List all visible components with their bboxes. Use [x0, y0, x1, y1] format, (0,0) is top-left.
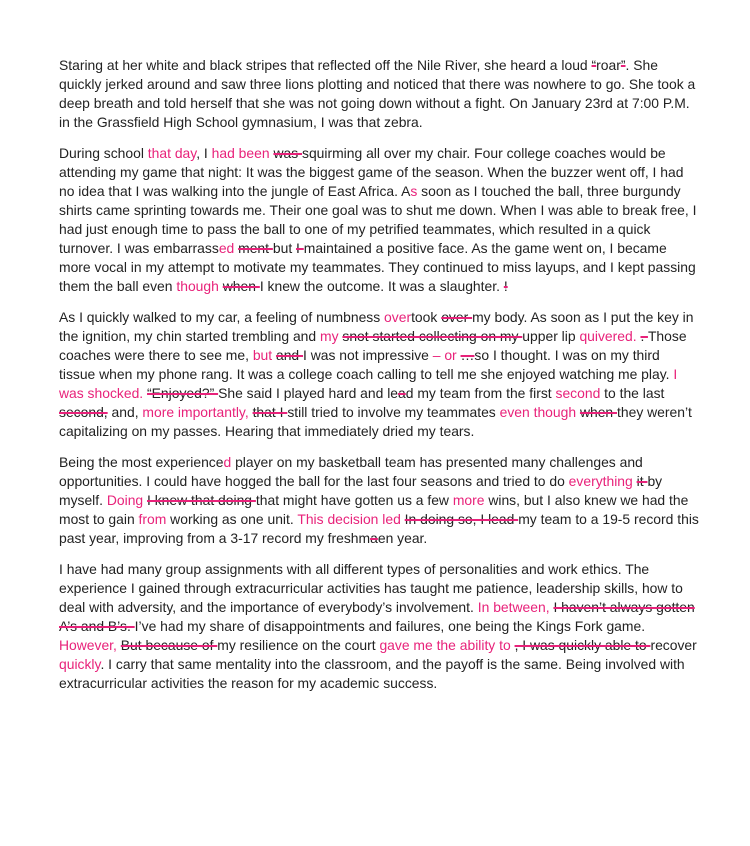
insertion-text: ed — [218, 240, 235, 256]
insertion-text: second — [555, 385, 601, 401]
insertion-text: my — [320, 328, 339, 344]
body-text: Being the most experience — [59, 454, 224, 470]
document-body — [59, 56, 699, 705]
insertion-text: had been — [211, 145, 270, 161]
paragraph-aftermath — [59, 308, 699, 441]
deletion-text: In doing so, I lead — [404, 511, 519, 527]
body-text: Those coaches were there to see me, — [59, 328, 687, 363]
deletion-text: over — [441, 309, 473, 325]
body-text: still tried to involve my teammates — [287, 404, 500, 420]
deletion-text: that I — [252, 404, 288, 420]
insertion-text: This decision led — [297, 511, 401, 527]
body-text: I was not impressive — [303, 347, 433, 363]
insertion-text: though — [176, 278, 219, 294]
deletion-text: I — [296, 240, 304, 256]
body-text: my body. As soon as I put the key in the ignition, — [59, 309, 694, 344]
deletion-text: it — [636, 473, 648, 489]
body-text: I knew the outcome. It was a slaughter. — [259, 278, 504, 294]
body-text: She said I played hard and le — [218, 385, 399, 401]
deletion-text: “ — [591, 57, 597, 73]
body-text: en year. — [377, 530, 428, 546]
insertion-text: more — [452, 492, 485, 508]
deletion-text: . — [640, 328, 648, 344]
insertion-text: even though — [499, 404, 577, 420]
body-text: they weren’t capitalizing on my passes. Hearing that immediately dried my tears. — [59, 404, 692, 439]
body-text: , I — [196, 145, 212, 161]
body-text: d my team from the first — [405, 385, 556, 401]
body-text: upper lip — [522, 328, 580, 344]
deletion-text: when — [222, 278, 260, 294]
deletion-text: and — [275, 347, 304, 363]
insertion-text: quivered. — [579, 328, 637, 344]
body-text: roar — [596, 57, 621, 73]
body-text: wins, but I also knew we had the most to gain — [59, 492, 689, 527]
deletion-text: a — [370, 530, 378, 546]
deletion-text: I haven’t always gotten A’s and B’s. — [59, 599, 695, 634]
body-text: took — [411, 309, 442, 325]
body-text: player on my basketball team has presented many challenges and opportunities. I could have hogged the ball for the last four seasons and tried to do — [59, 454, 643, 489]
insertion-text: quickly — [59, 656, 101, 672]
insertion-text: gave me the ability to — [379, 637, 511, 653]
deletion-text: snot started collecting on my — [342, 328, 523, 344]
paragraph-conclusion — [59, 560, 699, 693]
body-text: I have had many group assignments with all different types of personalities and work ethics. The experience I gained through extracurricular activities has taught me patience, leadership skills, how to deal with adversity, and the importance of everybody’s involvement. — [59, 561, 683, 615]
body-text: . I carry that same mentality into the classroom, — [100, 656, 396, 672]
body-text: During school — [59, 145, 148, 161]
body-text: Staring at her white and black stripes that reflected off the Nile River, she heard a loud — [59, 57, 592, 73]
insertion-text: I was shocked. — [59, 366, 678, 401]
paragraph-leadership — [59, 453, 699, 548]
insertion-text: that day — [147, 145, 197, 161]
body-text: recover — [650, 637, 697, 653]
body-text: I’ve had my share of disappointments and failures, one being the Kings Fork game. — [134, 618, 646, 634]
deletion-text: ! — [503, 278, 508, 294]
insertion-text: – or — [432, 347, 457, 363]
insertion-text: s — [410, 183, 418, 199]
insertion-text: Doing — [106, 492, 144, 508]
body-text: my team to a 19-5 record this past year, improving from a 3-17 record my freshm — [59, 511, 699, 546]
insertion-text: from — [138, 511, 167, 527]
body-text: my chin started trembling and — [133, 328, 320, 344]
body-text: but — [272, 240, 297, 256]
deletion-text: , I was quickly able to — [514, 637, 651, 653]
insertion-text: In between, — [477, 599, 550, 615]
deletion-text: second, — [59, 404, 108, 420]
body-text: working as one unit. — [166, 511, 298, 527]
deletion-text: … — [460, 347, 475, 363]
insertion-text: but — [252, 347, 273, 363]
paragraph-intro — [59, 56, 699, 132]
deletion-text: a — [398, 385, 406, 401]
deletion-text: was — [273, 145, 302, 161]
body-text: maintained a positive face. As the game went on, I became more vocal in my attempt to motivate my teammates. They continued to miss layups, and I kept passing them the ball even — [59, 240, 696, 294]
deletion-text: I knew that doing — [147, 492, 256, 508]
insertion-text: over — [384, 309, 412, 325]
deletion-text: But because of — [120, 637, 218, 653]
deletion-text: “Enjoyed?” — [147, 385, 219, 401]
body-text: that might have gotten us a few — [255, 492, 453, 508]
body-text: and, — [107, 404, 143, 420]
insertion-text: d — [223, 454, 232, 470]
body-text: As I quickly walked to my car, a feeling of numbness — [59, 309, 385, 325]
deletion-text: ” — [620, 57, 626, 73]
paragraph-game-day — [59, 144, 699, 296]
insertion-text: more importantly, — [142, 404, 249, 420]
deletion-text: when — [579, 404, 618, 420]
body-text: squirming all over my chair. Four college coaches would be attending my game that night: It was the biggest game of the season. When the buzzer went off, I had no idea that I was walking into the jungle of East Africa. A — [59, 145, 684, 199]
deletion-text: ment — [238, 240, 273, 256]
body-text: by myself. — [59, 473, 663, 508]
body-text: . She quickly jerked around and saw three lions plotting and noticed that there was nowhere to go. She took a deep breath and told herself that she was not going down without a fight. On January 23rd at 7:00 P.M. in the Grassfield High School gymnasium, I was that zebra. — [59, 57, 696, 130]
insertion-text: everything — [568, 473, 633, 489]
body-text: my resilience on the court — [217, 637, 380, 653]
insertion-text: However, — [59, 637, 117, 653]
body-text: so I thought. I was on my third tissue when my phone rang. It was a college coach calling to tell me she enjoyed watching me play. — [59, 347, 674, 382]
body-text: soon as I touched the ball, three burgundy shirts came sprinting towards me. Their one goal was to shut me down. When I was able to break free, I had just enough time to pass the ball to one of my petrified teammates, which resulted in a quick turnover. I was embarrass — [59, 183, 697, 256]
body-text: to the last — [600, 385, 665, 401]
body-text: and the payoff is the same. Being involved with extracurricular activities the reason for my academic success. — [59, 656, 685, 691]
